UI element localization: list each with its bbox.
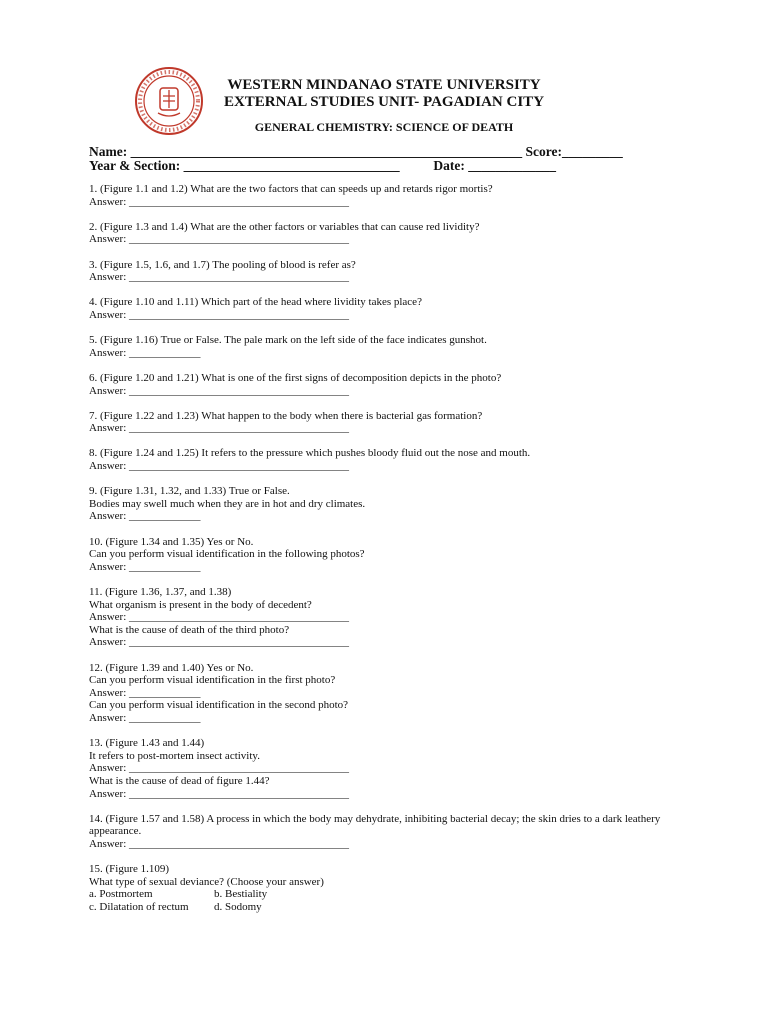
question-10: [89, 536, 689, 574]
answer-line[interactable]: Answer: _____________: [89, 560, 201, 573]
answer-line[interactable]: Answer: ________________________________________: [89, 611, 350, 624]
question-text: 8. (Figure 1.24 and 1.25) It refers to the pressure which pushes bloody fluid out the nose and mouth.: [89, 447, 531, 460]
question-text: What is the cause of death of the third photo?: [89, 623, 290, 636]
section-date-line[interactable]: Year & Section: ________________________________ Date: _____________: [89, 158, 556, 173]
question-text: 3. (Figure 1.5, 1.6, and 1.7) The pooling of blood is refer as?: [89, 258, 356, 271]
name-score-line[interactable]: Name: __________________________________________________________ Score:_________: [89, 144, 623, 159]
question-7: [89, 410, 689, 435]
answer-line[interactable]: Answer: ________________________________________: [89, 308, 350, 321]
question-15: [89, 863, 689, 913]
answer-line[interactable]: Answer: ________________________________________: [89, 837, 350, 850]
answer-line[interactable]: Answer: ________________________________________: [89, 422, 350, 435]
course-title: GENERAL CHEMISTRY: SCIENCE OF DEATH: [254, 120, 514, 134]
answer-line[interactable]: Answer: ________________________________________: [89, 271, 350, 284]
choice-options: [89, 888, 689, 913]
question-text: It refers to post-mortem insect activity.: [89, 749, 260, 762]
answer-line[interactable]: Answer: ________________________________________: [89, 636, 350, 649]
question-text: 13. (Figure 1.43 and 1.44): [89, 737, 205, 750]
answer-line[interactable]: Answer: ________________________________________: [89, 233, 350, 246]
question-6: [89, 372, 689, 397]
question-12: [89, 662, 689, 725]
question-11: [89, 586, 689, 649]
question-14: [89, 813, 689, 851]
option-a[interactable]: a. Postmortem: [89, 888, 153, 901]
question-9: [89, 485, 689, 523]
question-text: 5. (Figure 1.16) True or False. The pale mark on the left side of the face indicates gunshot.: [89, 334, 487, 347]
question-text: 2. (Figure 1.3 and 1.4) What are the other factors or variables that can cause red lividity?: [89, 220, 480, 233]
answer-line[interactable]: Answer: ________________________________________: [89, 762, 350, 775]
unit-name: EXTERNAL STUDIES UNIT- PAGADIAN CITY: [223, 94, 545, 110]
question-text: What organism is present in the body of decedent?: [89, 598, 312, 611]
question-text: 9. (Figure 1.31, 1.32, and 1.33) True or False.: [89, 485, 290, 498]
question-text: Bodies may swell much when they are in hot and dry climates.: [89, 497, 366, 510]
answer-line[interactable]: Answer: _____________: [89, 510, 201, 523]
option-c[interactable]: c. Dilatation of rectum: [89, 900, 189, 913]
question-text: 7. (Figure 1.22 and 1.23) What happen to the body when there is bacterial gas formation?: [89, 409, 483, 422]
university-name: WESTERN MINDANAO STATE UNIVERSITY: [227, 77, 541, 93]
question-text: Can you perform visual identification in the following photos?: [89, 548, 365, 561]
question-text: 15. (Figure 1.109): [89, 863, 170, 876]
question-3: [89, 259, 689, 284]
question-text: 12. (Figure 1.39 and 1.40) Yes or No.: [89, 661, 254, 674]
option-d[interactable]: d. Sodomy: [214, 900, 262, 913]
question-list: [89, 183, 689, 926]
question-8: [89, 447, 689, 472]
answer-line[interactable]: Answer: _____________: [89, 711, 201, 724]
question-text: 11. (Figure 1.36, 1.37, and 1.38): [89, 586, 232, 598]
question-13: [89, 737, 689, 800]
answer-line[interactable]: Answer: ________________________________________: [89, 195, 350, 208]
question-text: 10. (Figure 1.34 and 1.35) Yes or No.: [89, 535, 254, 548]
answer-line[interactable]: Answer: _____________: [89, 686, 201, 699]
answer-line[interactable]: Answer: ________________________________________: [89, 787, 350, 800]
answer-line[interactable]: Answer: ________________________________________: [89, 460, 350, 473]
question-5: [89, 334, 689, 359]
answer-line[interactable]: Answer: _____________: [89, 346, 201, 359]
answer-line[interactable]: Answer: ________________________________________: [89, 384, 350, 397]
question-text: 1. (Figure 1.1 and 1.2) What are the two factors that can speeds up and retards rigor mortis?: [89, 183, 493, 195]
question-text: What is the cause of dead of figure 1.44?: [89, 774, 270, 787]
question-text: What type of sexual deviance? (Choose your answer): [89, 875, 324, 888]
question-text: 4. (Figure 1.10 and 1.11) Which part of the head where lividity takes place?: [89, 296, 422, 309]
question-text: 6. (Figure 1.20 and 1.21) What is one of the first signs of decomposition depicts in the photo?: [89, 371, 502, 384]
question-text: Can you perform visual identification in the first photo?: [89, 674, 336, 687]
option-b[interactable]: b. Bestiality: [214, 888, 268, 901]
question-2: [89, 221, 689, 246]
question-text: Can you perform visual identification in the second photo?: [89, 699, 349, 712]
question-4: [89, 296, 689, 321]
question-1: [89, 183, 689, 208]
question-text: 14. (Figure 1.57 and 1.58) A process in which the body may dehydrate, inhibiting bacterial decay; the skin dries to a dark leathery appearance.: [89, 812, 661, 838]
